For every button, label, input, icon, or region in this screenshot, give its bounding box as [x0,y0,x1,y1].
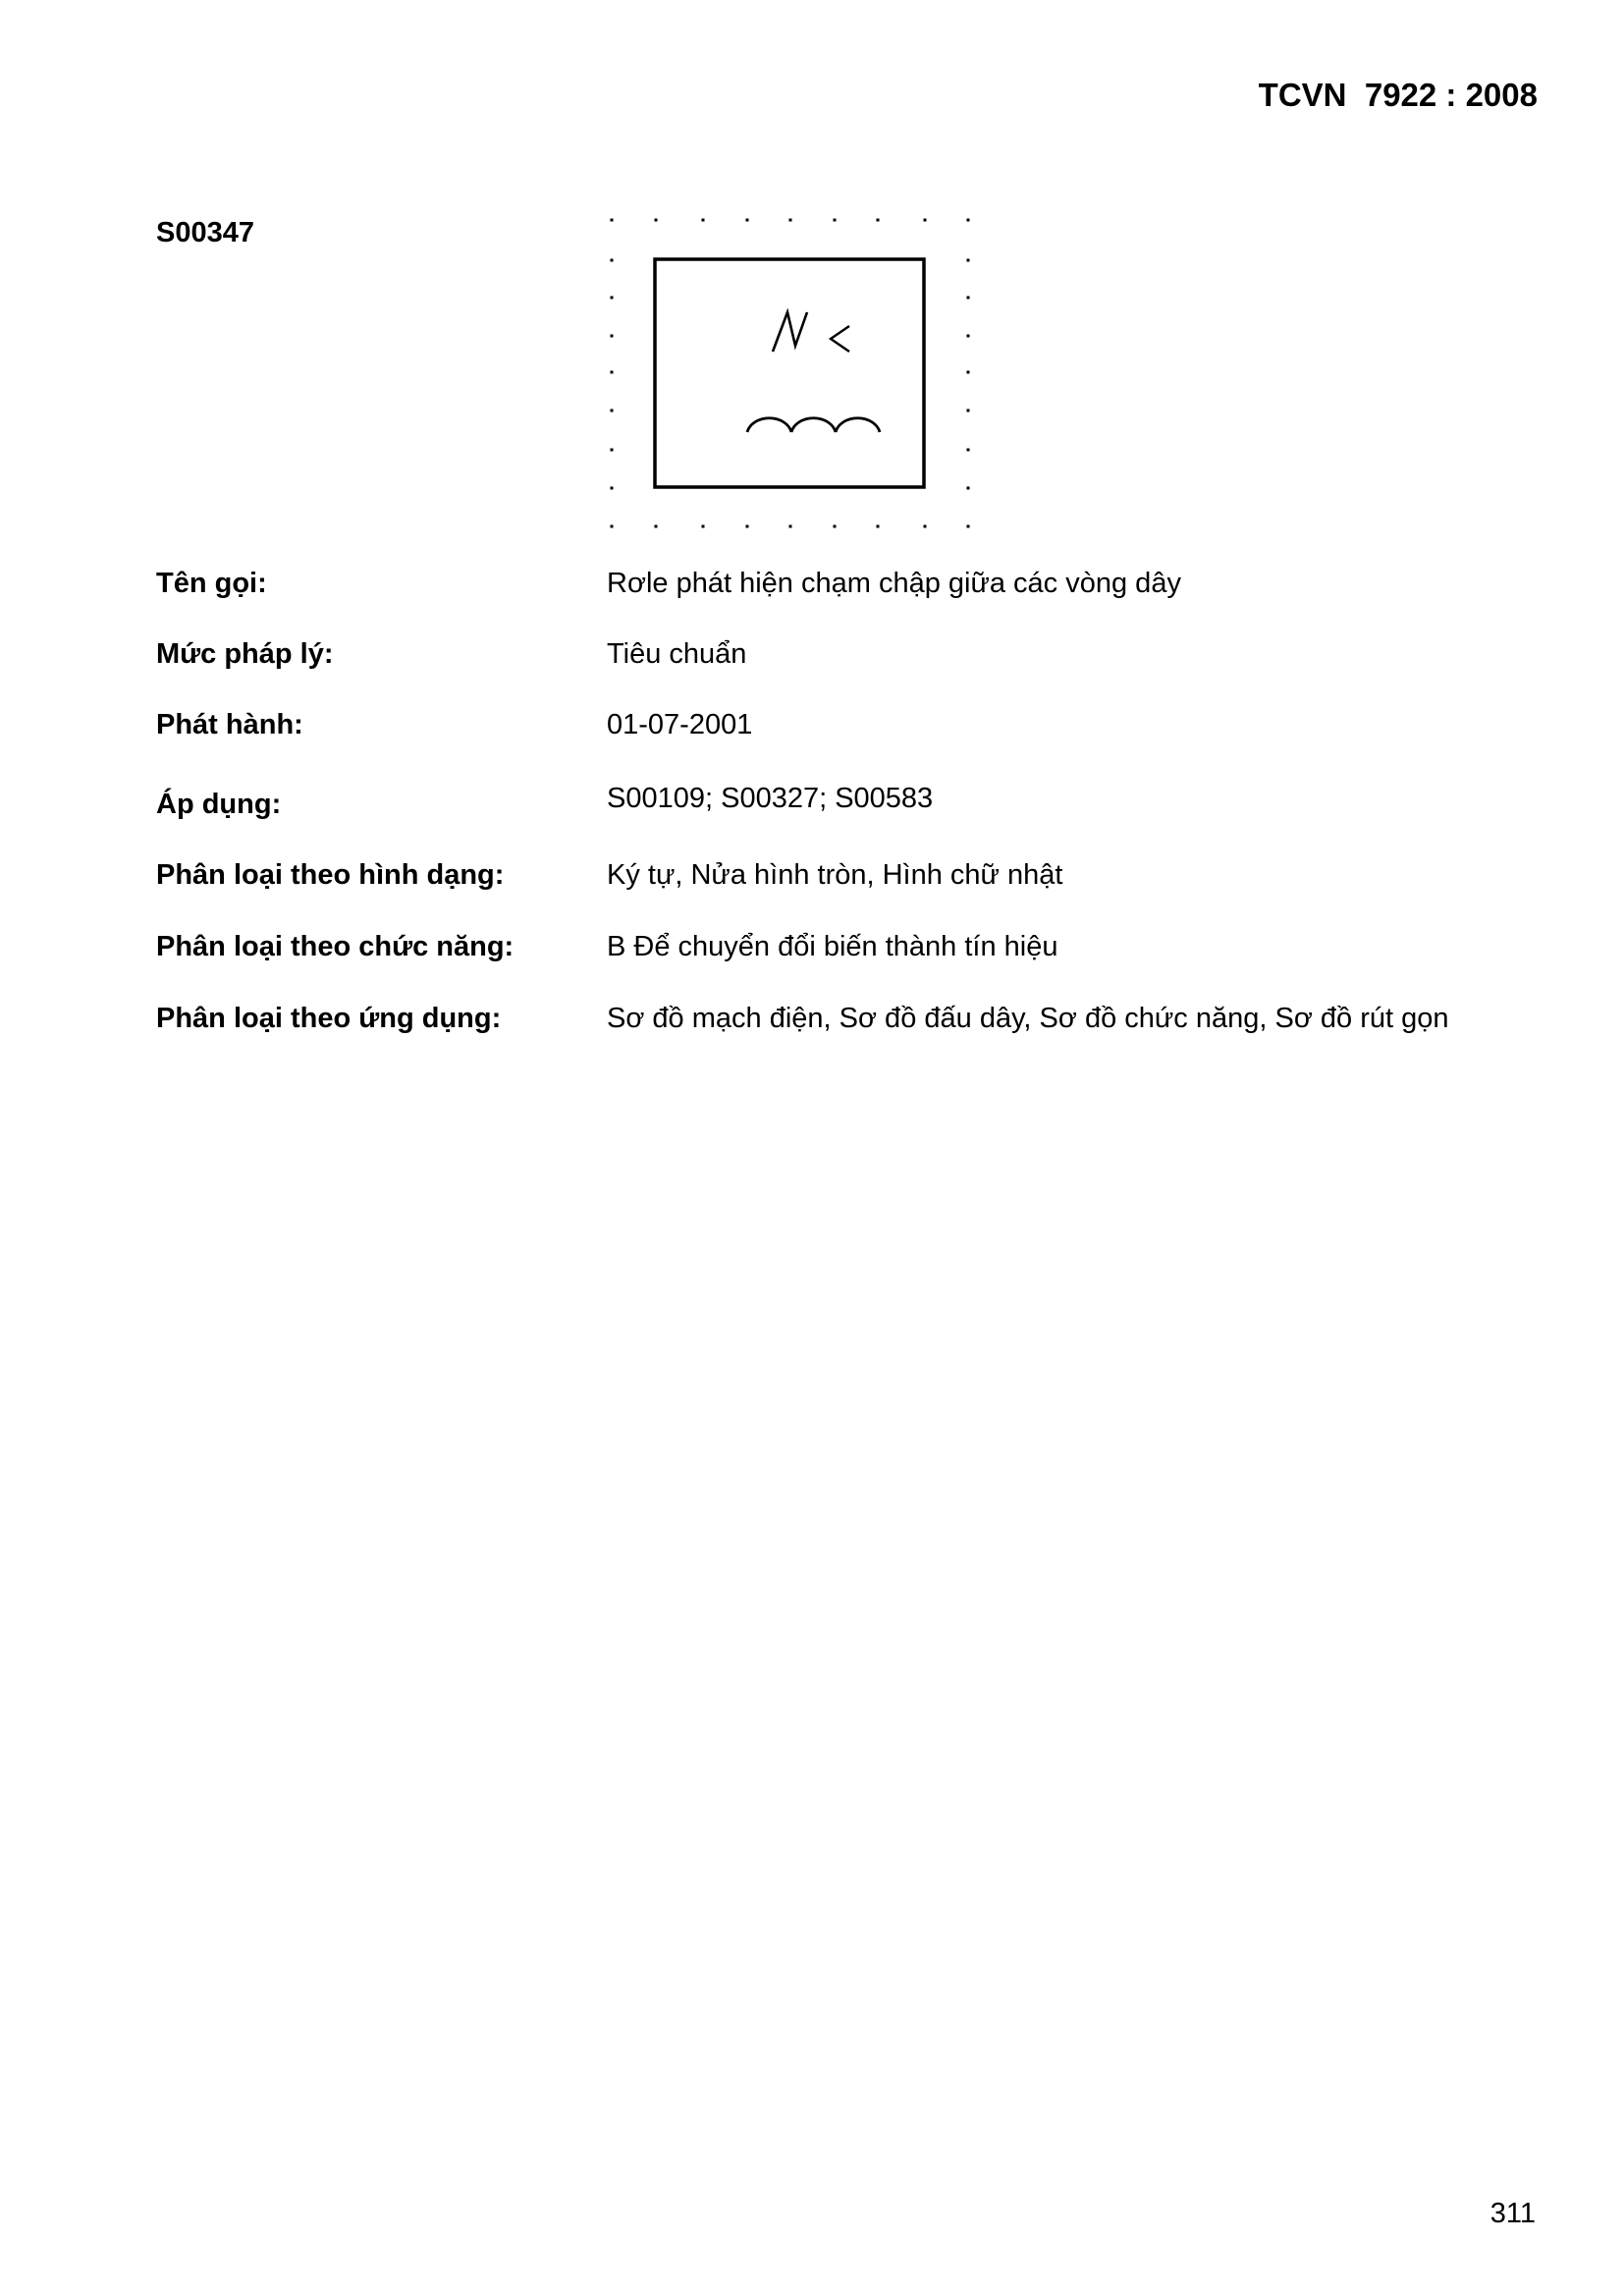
field-value: Ký tự, Nửa hình tròn, Hình chữ nhật [607,859,1063,891]
field-label: Phân loại theo ứng dụng: [156,1003,502,1034]
field-value: Rơle phát hiện chạm chập giữa các vòng dây [607,568,1181,599]
grid-dot [967,410,970,412]
less-than-glyph [831,326,849,352]
field-value: Sơ đồ mạch điện, Sơ đồ đấu dây, Sơ đồ chức năng, Sơ đồ rút gọn [607,1003,1449,1034]
grid-dot [611,335,614,338]
grid-dot [877,219,880,222]
grid-dot [967,487,970,490]
symbol-code: S00347 [156,217,254,248]
grid-dot [967,449,970,452]
symbol-drawing [601,208,984,537]
grid-dot [789,219,792,222]
grid-dot [611,259,614,262]
field-label: Phát hành: [156,709,303,740]
grid-dot [967,335,970,338]
field-label: Phân loại theo chức năng: [156,931,514,962]
grid-dot [611,371,614,374]
grid-dot [611,297,614,300]
letter-n-glyph [773,312,807,352]
grid-dot [611,219,614,222]
grid-dot [746,525,749,528]
standard-header: TCVN 7922 : 2008 [1258,77,1538,113]
grid-dot [655,219,658,222]
grid-dot [789,525,792,528]
grid-dot [967,371,970,374]
field-value: S00109; S00327; S00583 [607,783,934,814]
grid-dot [611,410,614,412]
field-value: B Để chuyển đổi biến thành tín hiệu [607,931,1058,962]
grid-dot [967,219,970,222]
field-label: Mức pháp lý: [156,638,334,670]
symbol-frame [655,259,924,487]
coil-arcs [747,418,880,432]
grid-dot [746,219,749,222]
grid-dots [611,219,970,528]
grid-dot [924,525,927,528]
grid-dot [834,525,837,528]
grid-dot [611,525,614,528]
grid-dot [834,219,837,222]
page-number: 311 [1489,2198,1536,2229]
grid-dot [702,219,705,222]
relay-coil-symbol-icon [601,208,984,537]
grid-dot [655,525,658,528]
grid-dot [924,219,927,222]
field-value: 01-07-2001 [607,709,753,740]
field-label: Tên gọi: [156,568,267,599]
grid-dot [611,487,614,490]
field-label: Phân loại theo hình dạng: [156,859,505,891]
grid-dot [611,449,614,452]
grid-dot [877,525,880,528]
field-value: Tiêu chuẩn [607,638,747,670]
grid-dot [967,297,970,300]
grid-dot [967,525,970,528]
grid-dot [967,259,970,262]
field-label: Áp dụng: [156,789,282,820]
grid-dot [702,525,705,528]
